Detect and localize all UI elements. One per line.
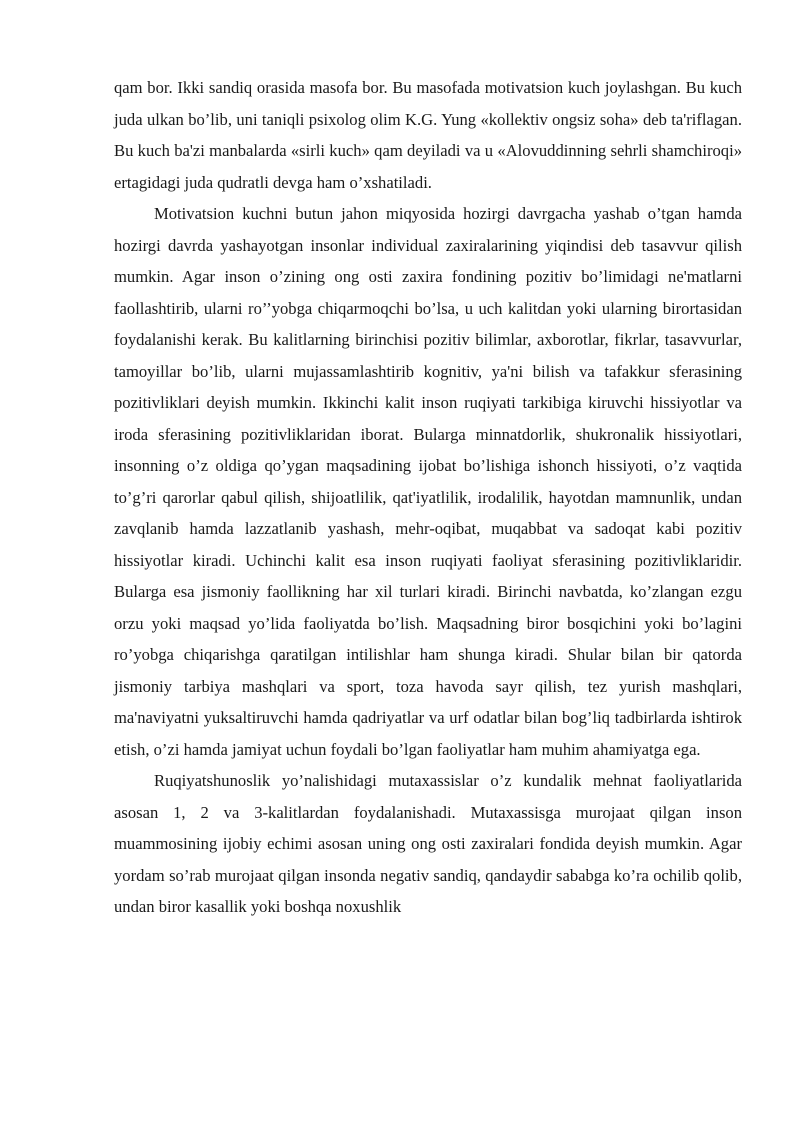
paragraph-3: Ruqiyatshunoslik yo’nalishidagi mutaxassislar o’z kundalik mehnat faoliyatlarida asosan 1, 2 va 3-kalitlardan foydalanishadi. Mutaxassisga murojaat qilgan inson muammosining ijobiy echimi asosan uning ong osti zaxiralari fondida deyish mumkin. Agar yordam so’rab murojaat qilgan insonda negativ sandiq, qandaydir sababga ko’ra ochilib qolib, undan biror kasallik yoki boshqa noxushlik [114,771,742,916]
document-page [114,72,742,923]
paragraph-2: Motivatsion kuchni butun jahon miqyosida hozirgi davrgacha yashab o’tgan hamda hozirgi davrda yashayotgan insonlar individual zaxiralarining yiqindisi deb tasavvur qilish mumkin. Agar inson o’zining ong osti zaxira fondining pozitiv bo’limidagi ne'matlarni faollashtirib, ularni ro’’yobga chiqarmoqchi bo’lsa, u uch kalitdan yoki ularning birortasidan foydalanishi kerak. Bu kalitlarning birinchisi pozitiv bilimlar, axborotlar, fikrlar, tasavvurlar, tamoyillar bo’lib, ularni mujassamlashtirib kognitiv, ya'ni bilish va tafakkur sferasining pozitivliklari deyish mumkin. Ikkinchi kalit inson ruqiyati tarkibiga kiruvchi hissiyotlar va iroda sferasining pozitivliklaridan iborat. Bularga minnatdorlik, shukronalik hissiyotlari, insonning o’z oldiga qo’ygan maqsadining ijobat bo’lishiga ishonch hissiyoti, o’z vaqtida to’g’ri qarorlar qabul qilish, shijoatlilik, qat'iyatlilik, irodalilik, hayotdan mamnunlik, undan zavqlanib hamda lazzatlanib yashash, mehr-oqibat, muqabbat va sadoqat kabi pozitiv hissiyotlar kiradi. Uchinchi kalit esa inson ruqiyati faoliyat sferasining pozitivliklaridir. Bularga esa jismoniy faollikning har xil turlari kiradi. Birinchi navbatda, ko’zlangan ezgu orzu yoki maqsad yo’lida faoliyatda bo’lish. Maqsadning biror bosqichini yoki bo’lagini ro’yobga chiqarishga qaratilgan intilishlar ham shunga kiradi. Shular bilan bir qatorda jismoniy tarbiya mashqlari va sport, toza havoda sayr qilish, tez yurish mashqlari, ma'naviyatni yuksaltiruvchi hamda qadriyatlar va urf odatlar bilan bog’liq tadbirlarda ishtirok etish, o’zi hamda jamiyat uchun foydali bo’lgan faoliyatlar ham muhim ahamiyatga ega. [114,204,742,759]
paragraph-1: qam bor. Ikki sandiq orasida masofa bor. Bu masofada motivatsion kuch joylashgan. Bu kuch juda ulkan bo’lib, uni taniqli psixolog olim K.G. Yung «kollektiv ongsiz soha» deb ta'riflagan. Bu kuch ba'zi manbalarda «sirli kuch» qam deyiladi va u «Alovuddinning sehrli shamchiroqi» ertagidagi juda qudratli devga ham o’xshatiladi. [114,78,742,192]
